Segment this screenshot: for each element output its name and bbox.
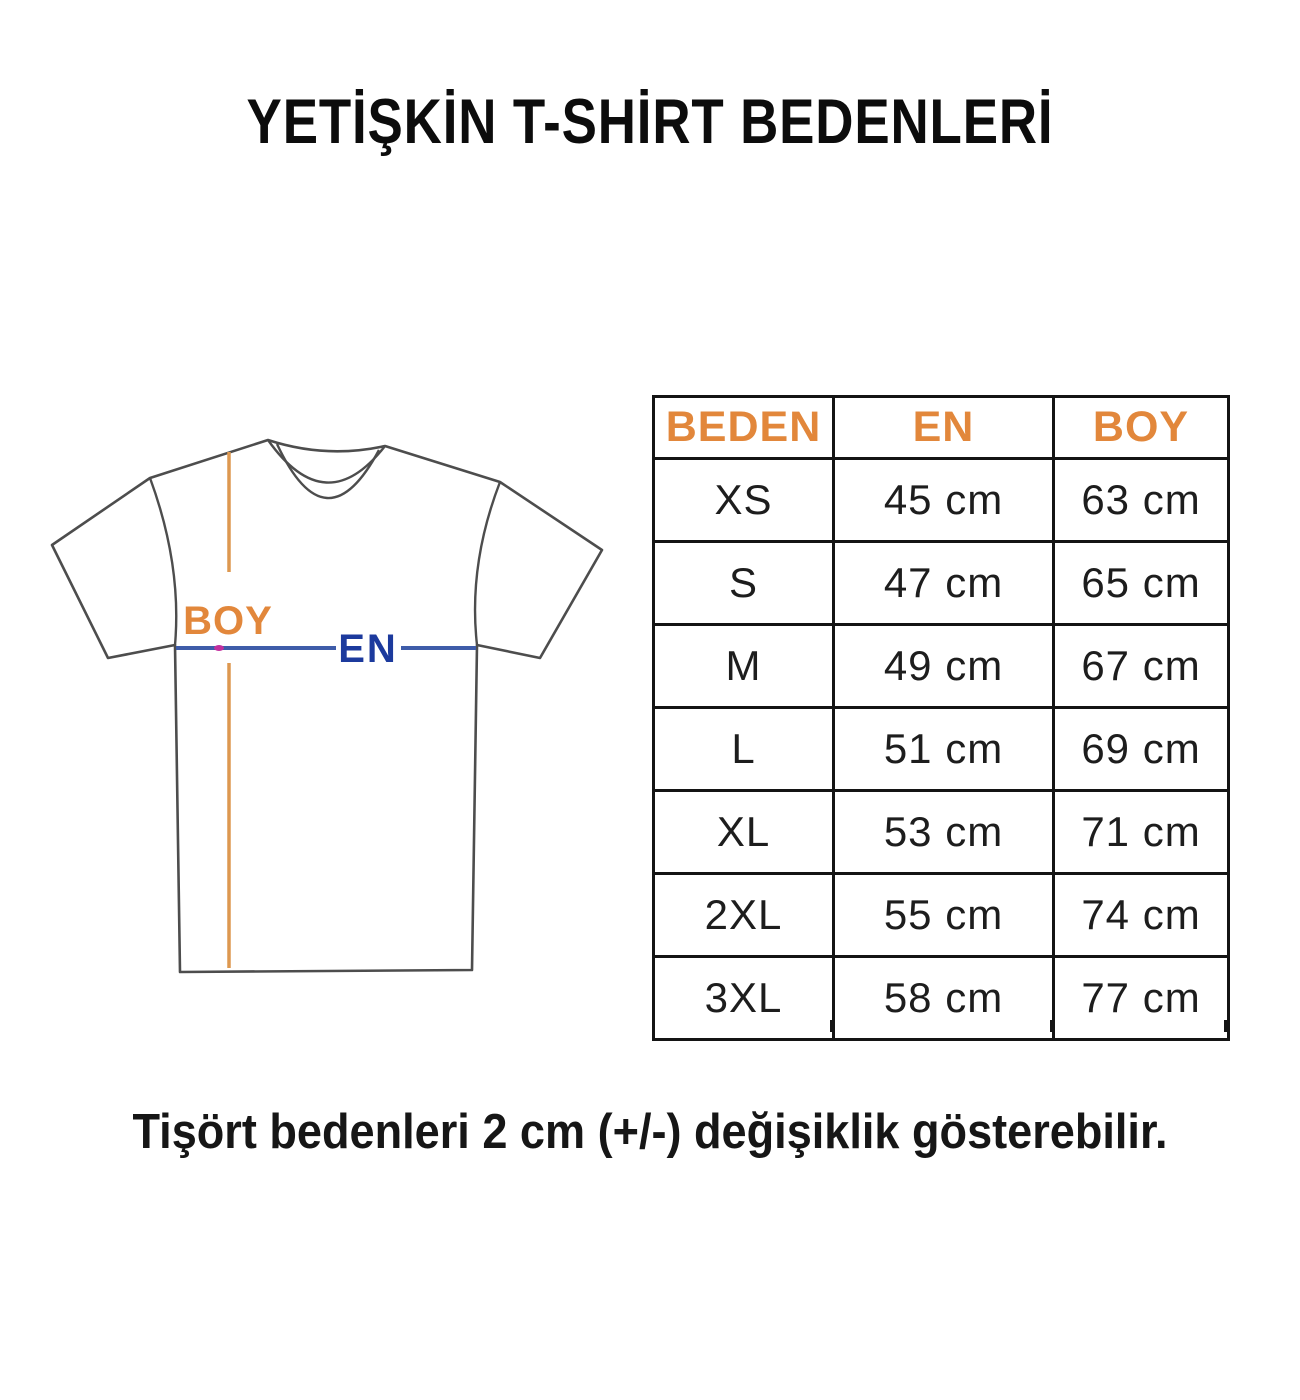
page-title: YETİŞKİN T-SHİRT BEDENLERİ	[246, 87, 1054, 157]
length-cell: 71 cm	[1054, 791, 1229, 874]
size-cell: XL	[654, 791, 834, 874]
size-cell: XS	[654, 459, 834, 542]
header-size: BEDEN	[654, 397, 834, 459]
table-cut-edge	[1224, 1020, 1227, 1032]
header-width: EN	[834, 397, 1054, 459]
table-row	[654, 874, 1229, 957]
tshirt-measurement-diagram	[20, 415, 640, 995]
length-cell: 65 cm	[1054, 542, 1229, 625]
width-cell: 49 cm	[834, 625, 1054, 708]
size-cell: 2XL	[654, 874, 834, 957]
table-row	[654, 791, 1229, 874]
table-cut-edge	[652, 1020, 655, 1032]
length-cell: 74 cm	[1054, 874, 1229, 957]
length-cell: 77 cm	[1054, 957, 1229, 1040]
table-header-row	[654, 397, 1229, 459]
header-length: BOY	[1054, 397, 1229, 459]
size-cell: S	[654, 542, 834, 625]
table-row	[654, 957, 1229, 1040]
size-table-container	[652, 395, 1227, 1041]
width-cell: 45 cm	[834, 459, 1054, 542]
width-cell: 55 cm	[834, 874, 1054, 957]
width-cell: 53 cm	[834, 791, 1054, 874]
size-cell: L	[654, 708, 834, 791]
width-cell: 47 cm	[834, 542, 1054, 625]
width-cell: 58 cm	[834, 957, 1054, 1040]
table-row	[654, 542, 1229, 625]
size-cell: 3XL	[654, 957, 834, 1040]
tolerance-note: Tişört bedenleri 2 cm (+/-) değişiklik gösterebilir.	[132, 1105, 1168, 1159]
size-table	[652, 395, 1230, 1041]
length-cell: 67 cm	[1054, 625, 1229, 708]
intersection-marker	[214, 645, 224, 651]
table-row	[654, 625, 1229, 708]
length-cell: 69 cm	[1054, 708, 1229, 791]
table-row	[654, 708, 1229, 791]
size-cell: M	[654, 625, 834, 708]
width-label: EN	[338, 627, 398, 671]
width-cell: 51 cm	[834, 708, 1054, 791]
table-cut-edge	[830, 1020, 833, 1032]
table-cut-edge	[1050, 1020, 1053, 1032]
tshirt-outline	[52, 440, 602, 972]
length-cell: 63 cm	[1054, 459, 1229, 542]
table-row	[654, 459, 1229, 542]
length-label: BOY	[183, 599, 273, 643]
